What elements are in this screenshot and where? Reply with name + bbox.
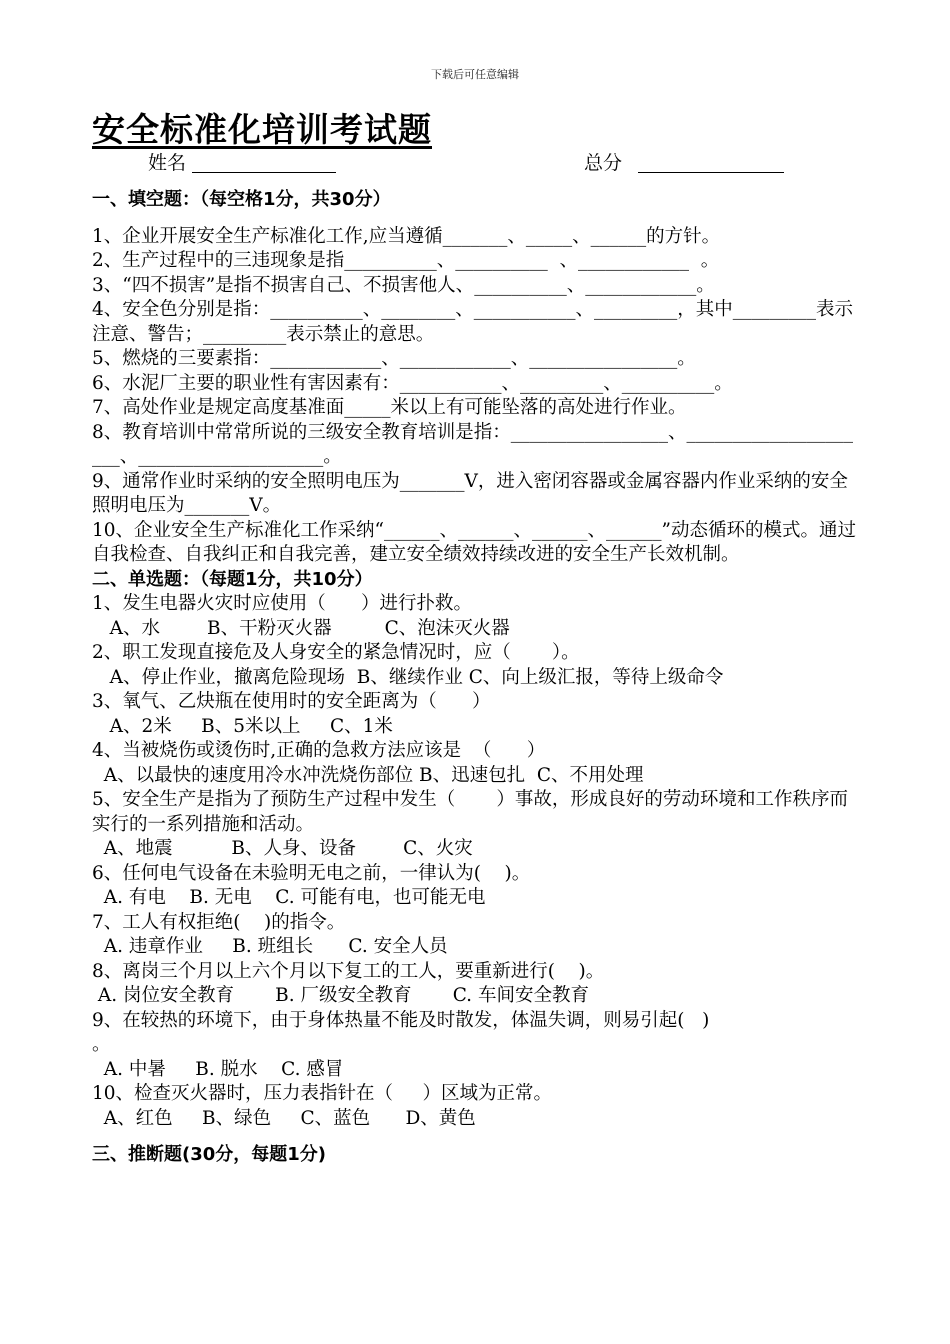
name-blank[interactable] (192, 172, 336, 173)
fill-blank-question: 4、安全色分别是指：__________、________、___________、_________，其中_________表示注意、警告；_________表示禁止的意思。 (92, 299, 854, 345)
name-label: 姓名 (148, 152, 187, 174)
choice-question: 6、任何电气设备在未验明无电之前，一律认为( )。 (92, 862, 531, 884)
fill-blank-question: 3、“四不损害”是指不损害自己、不损害他人、__________、____________。 (92, 274, 715, 296)
choice-options: A. 违章作业 B. 班组长 C. 安全人员 (92, 936, 448, 957)
fill-blank-question: 10、企业安全生产标准化工作采纳“______、______、______、______”动态循环的模式。通过自我检查、自我纠正和自我完善，建立安全绩效持续改进的安全生产长效机制。 (92, 519, 856, 565)
choice-options: A、红色 B、绿色 C、蓝色 D、黄色 (92, 1107, 476, 1129)
choice-question: 4、当被烧伤或烫伤时,正确的急救方法应该是 （ ） (92, 740, 546, 761)
name-score-bar (92, 148, 862, 178)
score-blank[interactable] (638, 172, 784, 173)
section-fill-blank-heading: 一、填空题：（每空格1分，共30分） (92, 189, 391, 210)
choice-question: 8、离岗三个月以上六个月以下复工的工人，要重新进行( )。 (92, 960, 605, 982)
choice-options: A、地震 B、人身、设备 C、火灾 (92, 838, 473, 859)
choice-question: 9、在较热的环境下，由于身体热量不能及时散发，体温失调，则易引起( ) 。 (92, 1009, 716, 1055)
fill-blank-list (92, 225, 862, 568)
fill-blank-question: 6、水泥厂主要的职业性有害因素有：___________、_________、__________。 (92, 372, 733, 394)
section-single-choice-heading: 二、单选题：（每题1分，共10分） (92, 568, 373, 590)
fill-blank-question: 5、燃烧的三要素指：____________、____________、________________。 (92, 348, 696, 369)
header-note: 下载后可任意编辑 (431, 68, 519, 81)
choice-question: 10、检查灭火器时，压力表指针在（ ）区域为正常。 (92, 1083, 552, 1104)
fill-blank-question: 7、高处作业是规定高度基准面_____米以上有可能坠落的高处进行作业。 (92, 397, 687, 418)
exam-content (92, 188, 862, 1168)
fill-blank-question: 1、企业开展安全生产标准化工作,应当遵循_______、_____、______的方针。 (92, 225, 721, 247)
score-label: 总分 (584, 152, 623, 174)
page-title: 安全标准化培训考试题 (92, 110, 432, 149)
choice-question: 3、氧气、乙炔瓶在使用时的安全距离为（ ） (92, 691, 491, 712)
choice-options: A. 岗位安全教育 B. 厂级安全教育 C. 车间安全教育 (92, 985, 589, 1006)
choice-options: A. 有电 B. 无电 C. 可能有电，也可能无电 (92, 887, 486, 908)
choice-question: 5、安全生产是指为了预防生产过程中发生（ ）事故，形成良好的劳动环境和工作秩序而实行的一系列措施和活动。 (92, 789, 848, 835)
choice-options: A、以最快的速度用冷水冲洗烧伤部位 B、迅速包扎 C、不用处理 (92, 764, 644, 786)
choice-options: A、2米 B、5米以上 C、1米 (92, 715, 393, 737)
fill-blank-question: 2、生产过程中的三违现象是指__________、__________ 、____________ 。 (92, 250, 720, 271)
choice-options: A、停止作业，撤离危险现场 B、继续作业 C、向上级汇报，等待上级命令 (92, 666, 724, 688)
single-choice-list (92, 592, 862, 1131)
choice-options: A. 中暑 B. 脱水 C. 感冒 (92, 1058, 344, 1080)
choice-options: A、水 B、干粉灭火器 C、泡沫灭火器 (92, 617, 510, 639)
section-true-false-heading: 三、推断题(30分，每题1分) (92, 1144, 327, 1165)
choice-question: 7、工人有权拒绝( )的指令。 (92, 911, 346, 933)
fill-blank-question: 9、通常作业时采纳的安全照明电压为_______V，进入密闭容器或金属容器内作业采纳的安全照明电压为_______V。 (92, 470, 848, 516)
choice-question: 2、职工发现直接危及人身安全的紧急情况时，应（ ）。 (92, 642, 580, 663)
choice-question: 1、发生电器火灾时应使用（ ）进行扑救。 (92, 593, 473, 614)
fill-blank-question: 8、教育培训中常常所说的三级安全教育培训是指：_________________、_____________________、____________________。 (92, 421, 854, 467)
